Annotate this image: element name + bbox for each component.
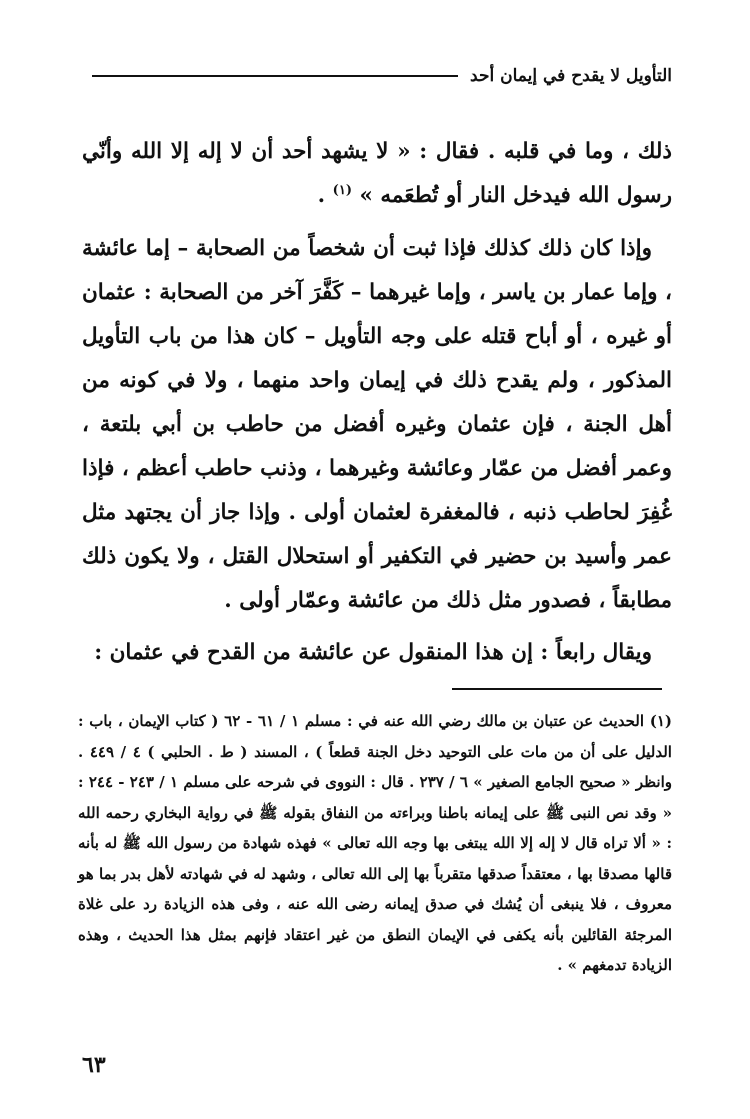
footnote — [78, 706, 672, 981]
footnote-reference: (١) — [332, 182, 352, 198]
page-number: ٦٣ — [82, 1052, 106, 1078]
main-text — [82, 130, 672, 675]
paragraph-3: ويقال رابعاً : إن هذا المنقول عن عائشة من القدح في عثمان : — [94, 640, 652, 665]
paragraph-1-end: . — [317, 183, 326, 208]
running-head — [92, 56, 672, 96]
footnote-separator — [452, 688, 662, 690]
running-head-title: التأويل لا يقدح في إيمان أحد — [470, 66, 672, 86]
paragraph-2: وإذا كان ذلك كذلك فإذا ثبت أن شخصاً من الصحابة – إما عائشة ، وإما عمار بن ياسر ، وإما غيرهما – كَفَّرَ آخر من الصحابة : عثمان أو غيره ، أو أباح قتله على وجه التأويل – كان هذا من باب التأويل المذكور ، ولم يقدح ذلك في إيمان واحد منهما ، ولا في كونه من أهل الجنة ، فإن عثمان وغيره أفضل من حاطب بن أبي بلتعة ، وعمر أفضل من عمّار وعائشة وغيرهما ، وذنب حاطب أعظم ، فإذا غُفِرَ لحاطب ذنبه ، فالمغفرة لعثمان أولى . وإذا جاز أن يجتهد مثل عمر وأسيد بن حضير في التكفير أو استحلال القتل ، ولا يكون ذلك مطابقاً ، فصدور مثل ذلك من عائشة وعمّار أولى . — [82, 236, 672, 613]
paragraph-1 — [82, 130, 672, 218]
footnote-text: (١) الحديث عن عتبان بن مالك رضي الله عنه في : مسلم ١ / ٦١ - ٦٢ ( كتاب الإيمان ، باب : الدليل على أن من مات على التوحيد دخل الجنة قطعاً ) ، المسند ( ط . الحلبي ) ٤ / ٤٤٩ . وانظر « صحيح الجامع الصغير » ٦ / ٢٣٧ . قال : النووى في شرحه على مسلم ١ / ٢٤٣ - ٢٤٤ : « وقد نص النبى ﷺ على إيمانه باطنا وبراءته من النفاق بقوله ﷺ في رواية البخاري رحمه الله : « ألا تراه قال لا إله إلا الله يبتغى بها وجه الله تعالى » فهذه شهادة من رسول الله ﷺ له بأنه قالها مصدقا بها ، معتقداً صدقها متقرباً بها إلى الله تعالى ، وشهد له في شهادته لأهل بدر بما هو معروف ، فلا ينبغى أن يُشك في صدق إيمانه رضى الله عنه ، وفى هذه الزيادة رد على غلاة المرجئة القائلين بأنه يكفى في الإيمان النطق من غير اعتقاد فإنهم بمثل هذا الحديث ، وهذه الزيادة تدمغهم » . — [78, 712, 672, 974]
running-head-rule — [92, 75, 458, 77]
paragraph-1-text: ذلك ، وما في قلبه . فقال : « لا يشهد أحد أن لا إله إلا الله وأنّي رسول الله فيدخل النار أو تُطعَمه » — [82, 139, 672, 208]
